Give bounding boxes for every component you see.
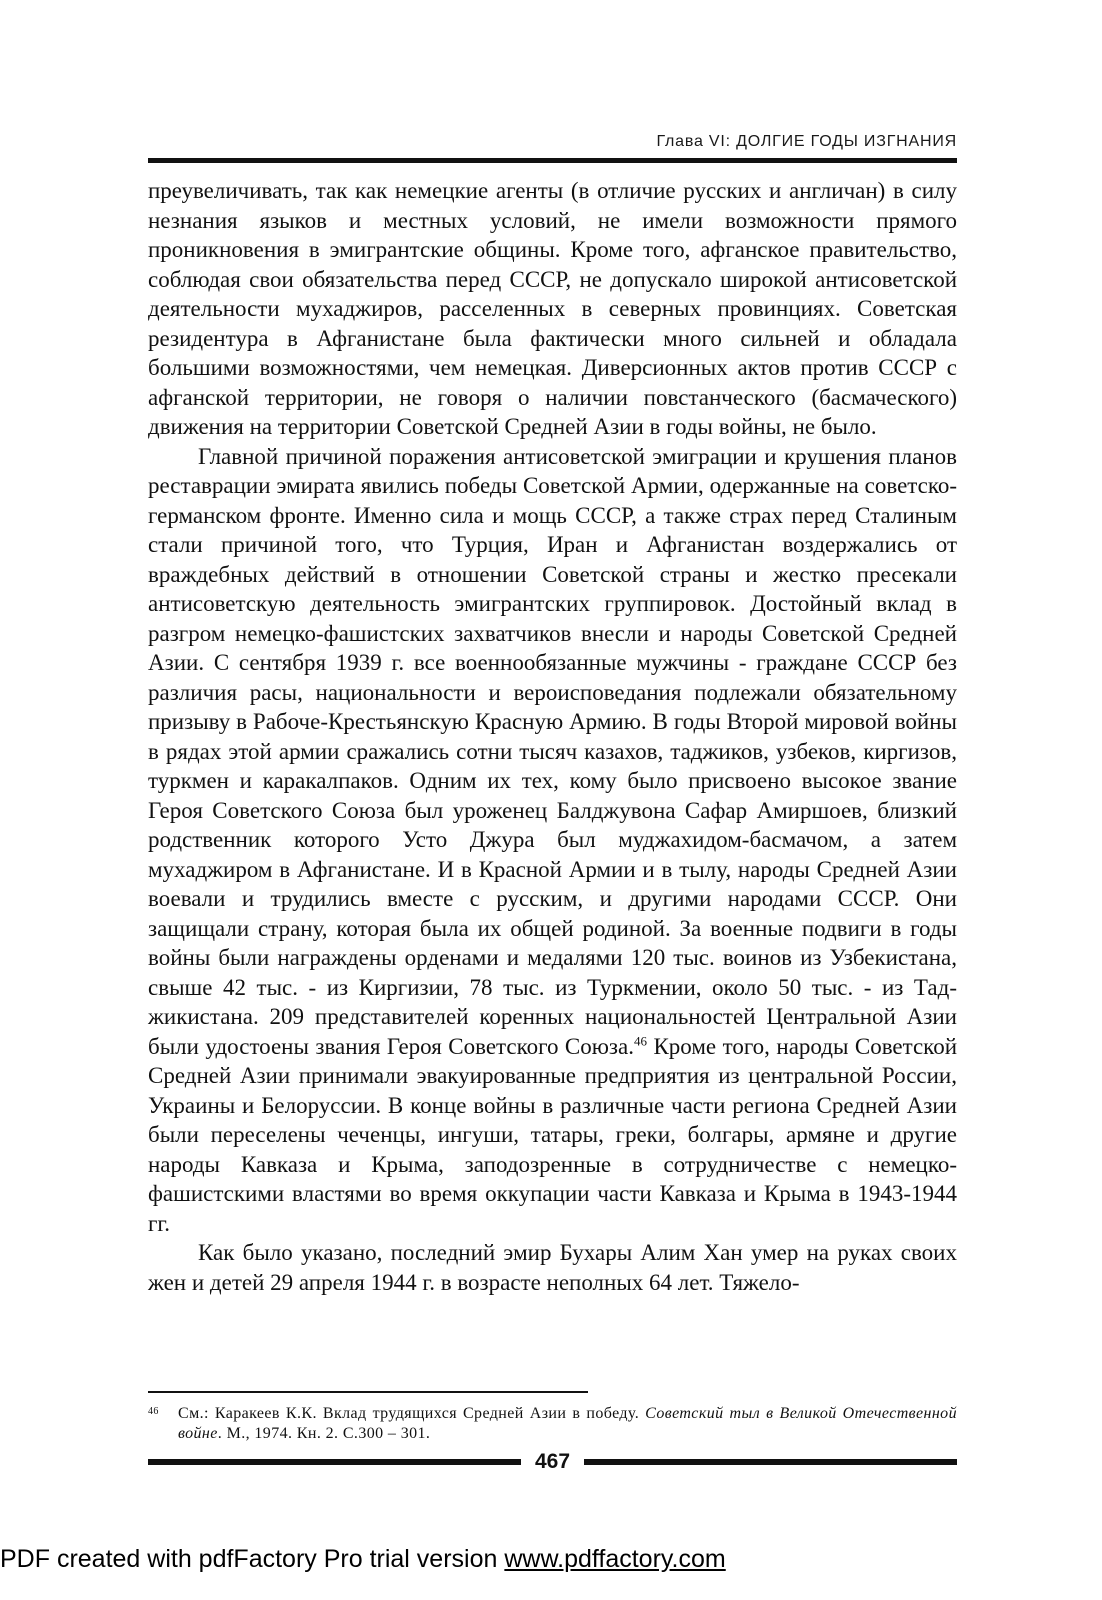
paragraph-3: Как было указано, последний эмир Бухары Алим Хан умер на руках своих жен и детей 29 апреля 1944 г. в возрасте неполных 64 лет. Тяжело- [148,1240,957,1295]
page-number: 467 [534,1450,571,1473]
footer-rule-right [584,1459,957,1465]
footnote-reference[interactable]: 46 [633,1032,647,1048]
footnote-tail: . М., 1974. Кн. 2. С.300 – 301. [217,1425,431,1442]
page-footer [148,1447,957,1477]
paragraph-2-part-2: Кроме того, народы Советской Средней Азии принимали эвакуированные предприятия из центральной России, Украины и Белоруссии. В конце войны в различные части региона Средней Азии были переселены чеченцы, ингуши, татары, греки, болгары, армяне и другие народы Кавказа и Крыма, заподозренные в сотрудничестве с немецко-фашистскими властями во время оккупации части Кавказа и Крыма в 1943-1944 гг. [148,1033,957,1236]
watermark-link[interactable]: www.pdffactory.com [504,1545,726,1573]
header-rule [148,158,957,163]
footnote-text [178,1404,957,1444]
paragraph-2 [148,442,957,1239]
footnote-number: 46 [148,1406,159,1417]
footnote-plain: См.: Каракеев К.К. Вклад трудящихся Средней Азии в победу. [178,1405,646,1422]
pdf-watermark [0,1545,1102,1574]
running-head: Глава VI: ДОЛГИЕ ГОДЫ ИЗГНАНИЯ [656,133,957,150]
paragraph-2-part-1: Главной причиной поражения антисоветской эмиграции и крушения планов реставрации эмирата явились победы Советской Армии, одержанные на советско-германском фронте. Именно сила и мощь СССР, а также страх перед Сталиным стали причиной того, что Турция, Иран и Афганистан воздержались от враждебных действий в отношении Советской страны и жестко пресекали антисоветскую деятельность эмигрантских группировок. Достойный вклад в разгром немецко-фашистских захватчиков внесли и народы Советской Средней Азии. С сентября 1939 г. все военнообязанные мужчины - граждане СССР без различия расы, национальности и вероисповедания подлежали обязательному призыву в Рабоче-Крестьянскую Красную Армию. В годы Второй мировой войны в рядах этой армии сражались сотни тысяч казахов, таджиков, узбеков, киргизов, туркмен и каракалпаков. Одним их тех, кому было присвоено высокое звание Героя Советского Союза был уроженец Балджувона Сафар Амиршоев, близкий родственник которого Усто Джура был муджахидом-басмачом, а затем мухаджиром в Афганистане. И в Красной Армии и в тылу, народы Средней Азии воевали и трудились вместе с русским, и другими народами СССР. Они защищали страну, которая была их общей родиной. За военные подвиги в годы войны были награждены орденами и медалями 120 тыс. воинов из Узбекистана, свыше 42 тыс. - из Киргизии, 78 тыс. из Туркмении, около 50 тыс. - из Таджикистана. 209 представителей коренных национальностей Центральной Азии были удостоены звания Героя Советского Союза. [148,443,957,1059]
footnote-italic-title: Советский тыл в Великой Отечественной войне [178,1405,957,1442]
paragraph-1: преувеличивать, так как немецкие агенты (в отличие русских и англичан) в силу незнания языков и местных условий, не имели возможности прямого проникновения в эмигрантские общины. Кроме того, афганское правительство, соблюдая свои обязательства перед СССР, не допускало широкой антисоветской деятельности мухаджиров, расселенных в северных провинциях. Советская резидентура в Афганистане была фактически много сильней и обладала большими возможностями, чем немецкая. Диверсионных актов против СССР с афганской территории, не говоря о наличии повстанческого (басмаческого) движения на территории Советской Средней Азии в годы войны, не было. [148,178,957,439]
footer-rule-left [148,1459,521,1465]
footnote-rule [148,1391,588,1393]
watermark-text: PDF created with pdfFactory Pro trial version [0,1545,505,1573]
footnote [148,1404,957,1444]
body-text [148,176,957,1297]
